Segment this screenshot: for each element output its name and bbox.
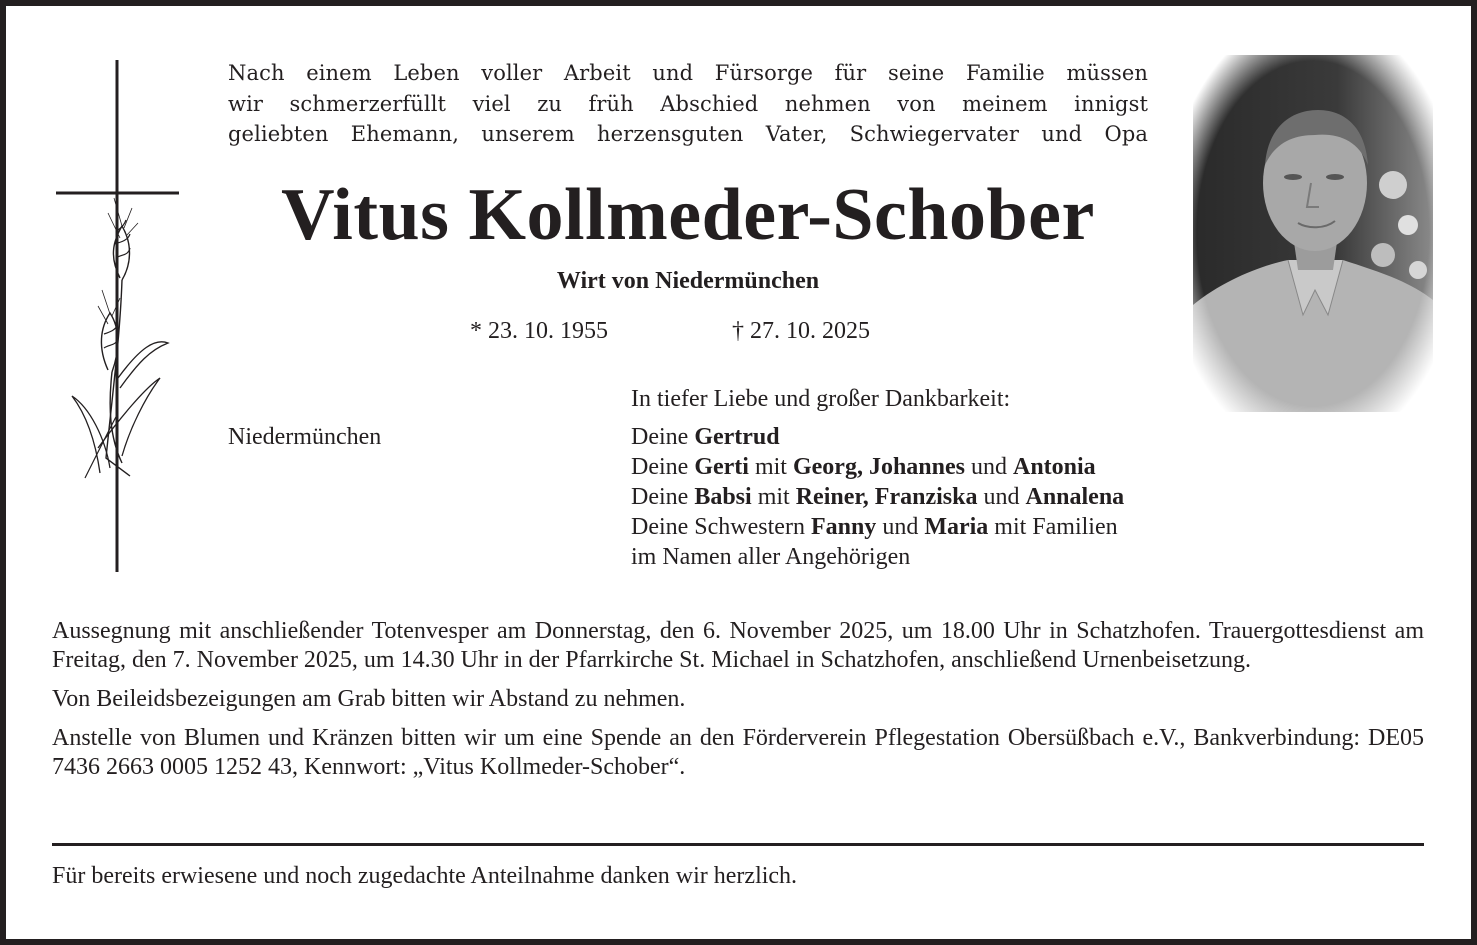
mourners-lead: In tiefer Liebe und großer Dankbarkeit:	[631, 386, 1011, 412]
mourner-text: mit Familien	[988, 514, 1118, 540]
birth-date: * 23. 10. 1955	[470, 318, 608, 344]
mourner-text: Deine	[631, 454, 695, 480]
place-name: Niedermünchen	[228, 424, 382, 450]
mourners-block	[631, 384, 1124, 572]
mourner-line	[631, 452, 1124, 482]
mourner-text: Deine	[631, 424, 695, 450]
mourner-name: Antonia	[1012, 454, 1096, 480]
mourner-text: mit	[751, 484, 796, 510]
thanks-note: Für bereits erwiesene und noch zugedachte Anteilnahme danken wir herzlich.	[52, 863, 798, 889]
intro-line: Nach einem Leben voller Arbeit und Fürsorge für seine Familie müssen	[228, 61, 1148, 85]
mourner-text: und	[876, 514, 925, 540]
deceased-name: Vitus Kollmeder-Schober	[281, 174, 1095, 256]
mourner-text: und	[964, 454, 1013, 480]
condolence-note: Von Beileidsbezeigungen am Grab bitten wir Abstand zu nehmen.	[52, 686, 686, 712]
mourner-name: Fanny	[810, 514, 877, 540]
deceased-title: Wirt von Niedermünchen	[556, 268, 820, 294]
mourner-name: Gertrud	[694, 424, 780, 450]
life-dates	[470, 314, 870, 348]
mourner-line	[631, 482, 1124, 512]
intro-line: wir schmerzerfüllt viel zu früh Abschied nehmen von meinem innigst	[228, 91, 1148, 116]
mourner-name: Gerti	[694, 454, 749, 480]
service-info: Aussegnung mit anschließender Totenvesper am Donnerstag, den 6. November 2025, um 18.00 Uhr in Schatzhofen. Trauergottesdienst am Freitag, den 7. November 2025, um 14.30 Uhr in der Pfarrkirche St. Michael in Schatzhofen, anschließend Urnenbeisetzung.	[52, 618, 1424, 673]
cross-with-wheat-icon	[50, 58, 190, 573]
intro-text	[228, 58, 1148, 150]
divider	[52, 843, 1424, 846]
mourner-line	[631, 512, 1124, 542]
portrait-photo	[1193, 55, 1433, 412]
mourner-text: mit	[748, 454, 793, 480]
mourner-text: und	[977, 484, 1026, 510]
mourner-line	[631, 422, 1124, 452]
death-date: † 27. 10. 2025	[732, 318, 870, 344]
mourner-text: Deine Schwestern	[631, 514, 811, 540]
mourner-text: im Namen aller Angehörigen	[631, 544, 911, 570]
intro-line: geliebten Ehemann, unserem herzensguten Vater, Schwiegervater und Opa	[228, 122, 1148, 146]
mourner-line	[631, 542, 1124, 572]
mourner-name: Babsi	[694, 484, 752, 510]
mourner-name: Annalena	[1025, 484, 1125, 510]
mourner-text: Deine	[631, 484, 695, 510]
donation-info: Anstelle von Blumen und Kränzen bitten wir um eine Spende an den Förderverein Pflegestation Obersüßbach e.V., Bankverbindung: DE05 7436 2663 0005 1252 43, Kennwort: „Vitus Kollmeder-Schober“.	[52, 725, 1424, 780]
mourner-name: Maria	[924, 514, 989, 540]
mourner-name: Georg, Johannes	[792, 454, 965, 480]
funeral-details	[52, 617, 1424, 792]
mourner-name: Reiner, Franziska	[795, 484, 978, 510]
mourner-lines	[631, 422, 1124, 572]
